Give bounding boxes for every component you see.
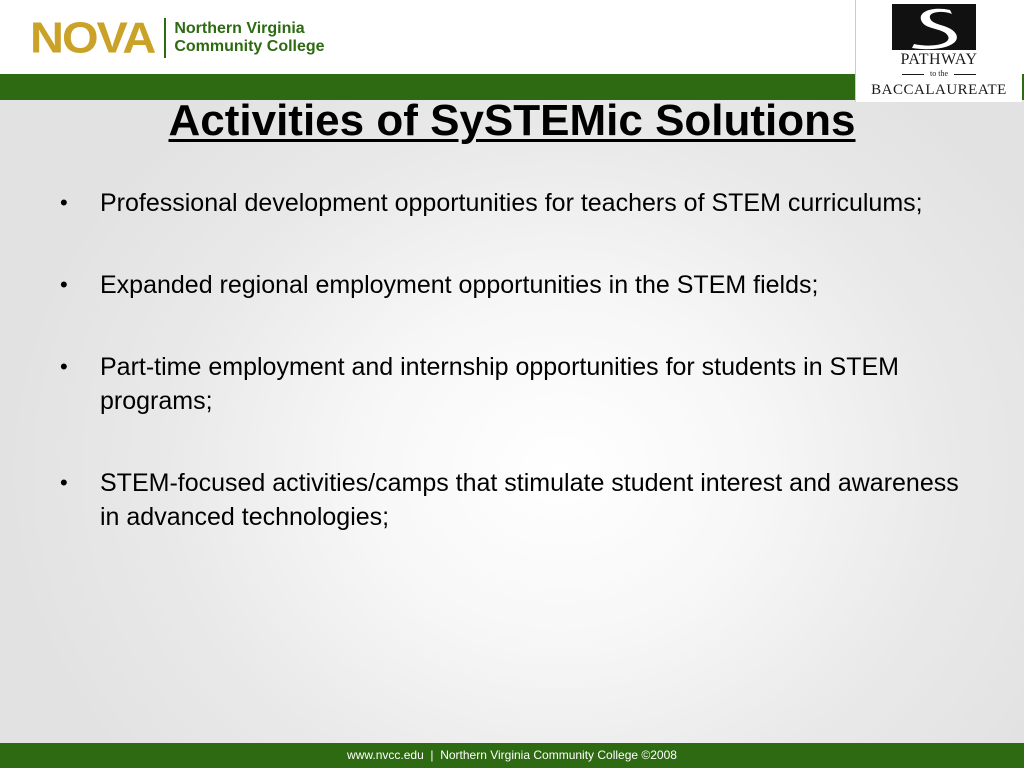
bullet-text: STEM-focused activities/camps that stimulate student interest and awareness in advanced technologies; [100, 469, 959, 531]
nova-wordmark: NOVA [30, 13, 155, 62]
pathway-line2-wrap [856, 69, 1022, 79]
pathway-line3: BACCALAUREATE [871, 82, 1007, 98]
footer-bar [0, 743, 1024, 768]
college-name [174, 20, 324, 56]
bullet-glyph: • [60, 190, 68, 215]
college-name-line2: Community College [174, 38, 325, 55]
bullet-list [60, 186, 960, 582]
nova-logo [30, 13, 325, 62]
pathway-rule-right [954, 74, 976, 75]
college-name-line1: Northern Virginia [174, 20, 305, 37]
bullet-text: Expanded regional employment opportunities in the STEM fields; [100, 271, 819, 299]
slide-title: Activities of SySTEMic Solutions [168, 96, 856, 145]
pathway-line1: PATHWAY [900, 51, 978, 68]
pathway-s-emblem-icon [892, 4, 976, 50]
pathway-logo [855, 0, 1022, 102]
pathway-rule-left [902, 74, 924, 75]
pathway-line2: to the [930, 69, 948, 78]
bullet-item [60, 268, 960, 302]
footer-text: www.nvcc.edu | Northern Virginia Community College ©2008 [347, 748, 677, 762]
bullet-item [60, 466, 960, 534]
bullet-text: Professional development opportunities for teachers of STEM curriculums; [100, 189, 923, 217]
bullet-text: Part-time employment and internship opportunities for students in STEM programs; [100, 353, 899, 415]
bullet-item [60, 186, 960, 220]
bullet-glyph: • [60, 354, 68, 379]
bullet-glyph: • [60, 272, 68, 297]
bullet-item [60, 350, 960, 418]
bullet-glyph: • [60, 470, 68, 495]
logo-divider [164, 18, 166, 58]
